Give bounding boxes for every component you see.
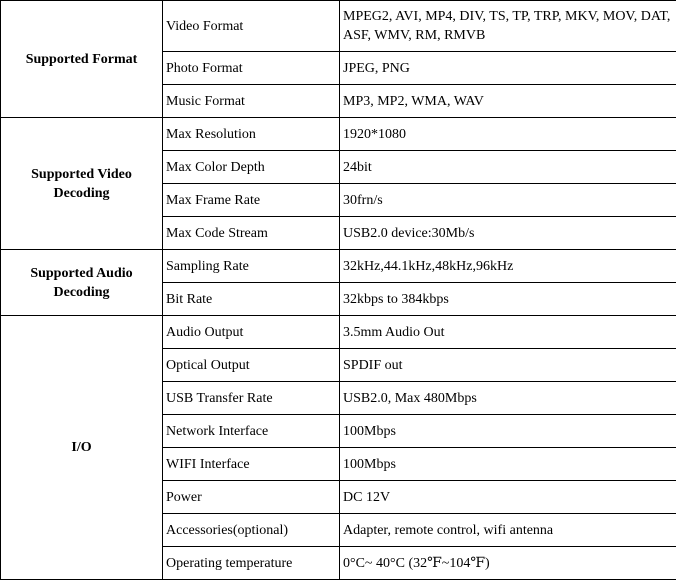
row-label: Power (163, 481, 340, 514)
row-value: 3.5mm Audio Out (340, 316, 676, 349)
row-value: DC 12V (340, 481, 676, 514)
row-value: 0°C~ 40°C (32℉~104℉) (340, 547, 676, 580)
table-row (1, 316, 676, 349)
row-label: Music Format (163, 85, 340, 118)
table-row (1, 118, 676, 151)
row-value: 30frn/s (340, 184, 676, 217)
row-label: Photo Format (163, 52, 340, 85)
row-value: Adapter, remote control, wifi antenna (340, 514, 676, 547)
row-label: WIFI Interface (163, 448, 340, 481)
row-label: Bit Rate (163, 283, 340, 316)
group-title-video-decoding: Supported Video Decoding (1, 118, 163, 250)
row-label: Sampling Rate (163, 250, 340, 283)
row-label: USB Transfer Rate (163, 382, 340, 415)
row-label: Max Color Depth (163, 151, 340, 184)
row-label: Operating temperature (163, 547, 340, 580)
row-value: SPDIF out (340, 349, 676, 382)
group-title-supported-format: Supported Format (1, 1, 163, 118)
row-value: 32kHz,44.1kHz,48kHz,96kHz (340, 250, 676, 283)
group-title-io: I/O (1, 316, 163, 580)
row-label: Max Code Stream (163, 217, 340, 250)
row-label: Video Format (163, 1, 340, 52)
row-value: 24bit (340, 151, 676, 184)
table-row (1, 1, 676, 52)
row-value: 32kbps to 384kbps (340, 283, 676, 316)
row-value: USB2.0 device:30Mb/s (340, 217, 676, 250)
row-label: Optical Output (163, 349, 340, 382)
row-label: Max Frame Rate (163, 184, 340, 217)
table-row (1, 250, 676, 283)
row-label: Accessories(optional) (163, 514, 340, 547)
row-label: Audio Output (163, 316, 340, 349)
row-value: 1920*1080 (340, 118, 676, 151)
group-title-audio-decoding: Supported Audio Decoding (1, 250, 163, 316)
row-value: 100Mbps (340, 415, 676, 448)
row-value: MPEG2, AVI, MP4, DIV, TS, TP, TRP, MKV, MOV, DAT, ASF, WMV, RM, RMVB (340, 1, 676, 52)
row-label: Max Resolution (163, 118, 340, 151)
row-value: MP3, MP2, WMA, WAV (340, 85, 676, 118)
row-value: USB2.0, Max 480Mbps (340, 382, 676, 415)
row-label: Network Interface (163, 415, 340, 448)
row-value: 100Mbps (340, 448, 676, 481)
row-value: JPEG, PNG (340, 52, 676, 85)
